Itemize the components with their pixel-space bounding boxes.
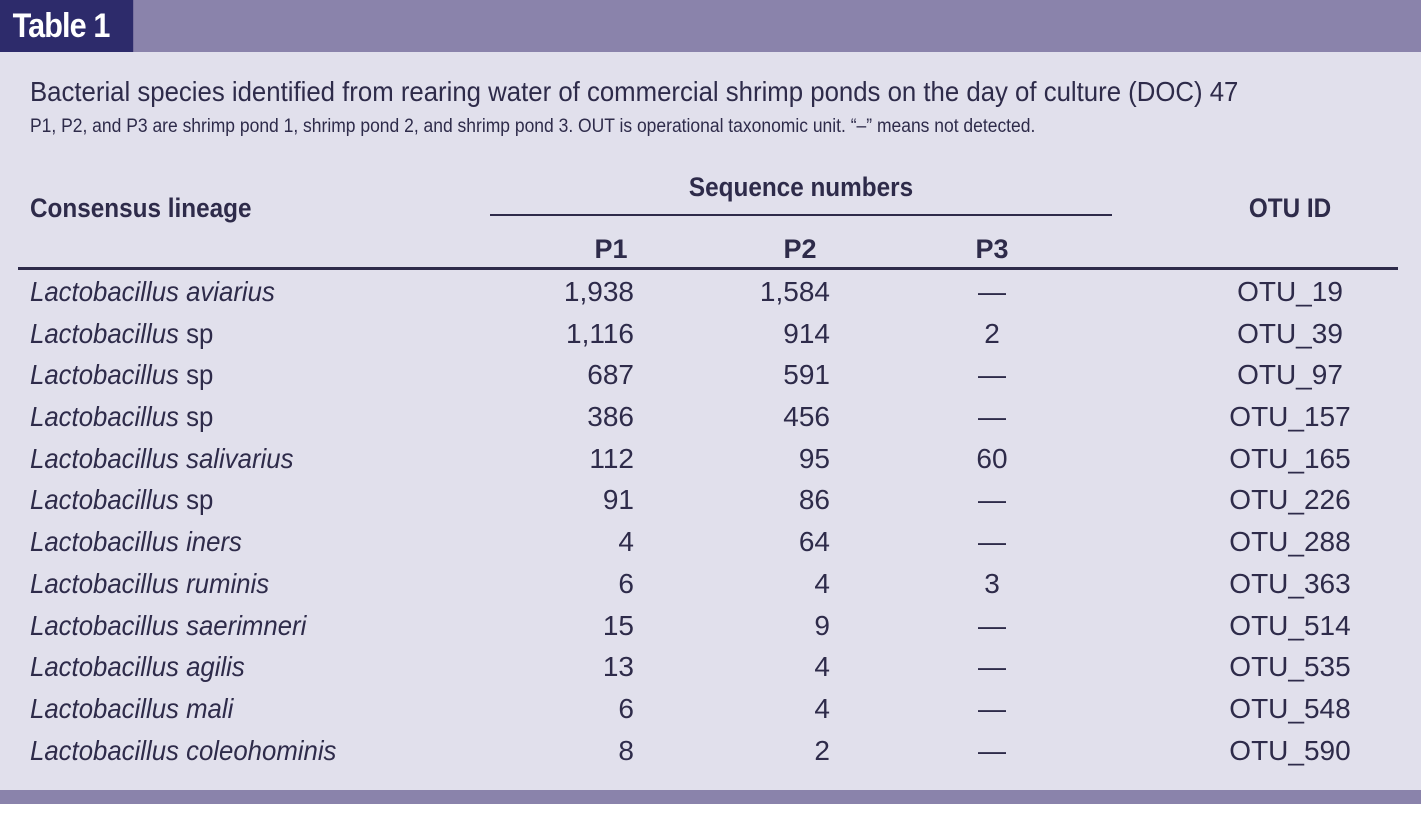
p3-value: —: [978, 359, 1006, 391]
lineage-cell: [30, 735, 336, 767]
table-row: [0, 731, 1421, 773]
otu-id: OTU_288: [1229, 526, 1351, 558]
column-header-otu-id: OTU ID: [1248, 193, 1332, 223]
genus-name: Lactobacillus: [30, 609, 179, 641]
species-name: mali: [186, 692, 234, 724]
p3-value: 3: [984, 567, 1000, 599]
lineage-cell: [30, 693, 233, 725]
lineage-cell: [30, 276, 275, 308]
species-name: sp: [186, 359, 214, 391]
p2-value: 456: [783, 401, 830, 433]
species-name: aviarius: [186, 276, 275, 307]
species-name: salivarius: [186, 442, 294, 474]
otu-id: OTU_363: [1229, 567, 1351, 599]
lineage-cell: [30, 443, 293, 475]
p1-value: 112: [589, 442, 634, 474]
column-header-sequence-numbers: Sequence numbers: [688, 172, 914, 202]
p3-value: 2: [984, 317, 1000, 349]
lineage-cell: [30, 318, 213, 350]
table-row: [0, 355, 1421, 397]
table-row: [0, 606, 1421, 648]
column-header-lineage: Consensus lineage: [30, 193, 252, 223]
otu-id: OTU_165: [1229, 442, 1351, 474]
p3-value: —: [978, 401, 1006, 433]
otu-id: OTU_535: [1229, 651, 1351, 683]
p2-value: 9: [814, 609, 830, 641]
p1-value: 6: [618, 567, 634, 599]
table-row: [0, 314, 1421, 356]
p2-value: 914: [783, 317, 830, 349]
species-name: sp: [186, 484, 214, 516]
p2-value: 591: [783, 359, 830, 391]
column-header-p3: P3: [975, 234, 1009, 264]
p1-value: 1,116: [566, 317, 634, 349]
p3-value: —: [978, 734, 1006, 766]
lineage-cell: [30, 651, 245, 683]
p2-value: 2: [814, 734, 830, 766]
p2-value: 1,584: [759, 276, 830, 307]
p2-value: 95: [798, 442, 830, 474]
p3-value: —: [978, 692, 1006, 724]
otu-id: OTU_97: [1237, 359, 1343, 391]
p1-value: 4: [618, 526, 634, 558]
lineage-cell: [30, 359, 213, 391]
p3-value: —: [978, 526, 1006, 558]
otu-id: OTU_226: [1229, 484, 1351, 516]
genus-name: Lactobacillus: [30, 734, 179, 766]
p2-value: 4: [814, 651, 830, 683]
table-row: [0, 480, 1421, 522]
p3-value: 60: [976, 442, 1008, 474]
lineage-cell: [30, 526, 242, 558]
otu-id: OTU_514: [1229, 609, 1351, 641]
p1-value: 15: [602, 609, 634, 641]
species-name: coleohominis: [186, 734, 337, 766]
header-bar: [0, 0, 1421, 52]
genus-name: Lactobacillus: [30, 276, 179, 307]
lineage-cell: [30, 401, 213, 433]
lineage-cell: [30, 610, 306, 642]
p3-value: —: [978, 276, 1006, 307]
table-row: [0, 397, 1421, 439]
p2-value: 86: [798, 484, 830, 516]
p2-value: 4: [814, 567, 830, 599]
table-row: [0, 689, 1421, 731]
genus-name: Lactobacillus: [30, 692, 179, 724]
p3-value: —: [978, 484, 1006, 516]
genus-name: Lactobacillus: [30, 442, 179, 474]
lineage-cell: [30, 568, 269, 600]
genus-name: Lactobacillus: [30, 359, 179, 391]
table-label: Table 1: [0, 0, 133, 52]
otu-id: OTU_19: [1237, 276, 1343, 307]
p3-value: —: [978, 651, 1006, 683]
genus-name: Lactobacillus: [30, 317, 179, 349]
species-name: ruminis: [186, 567, 270, 599]
species-name: sp: [186, 317, 214, 349]
genus-name: Lactobacillus: [30, 526, 179, 558]
species-name: agilis: [186, 651, 245, 683]
p1-value: 91: [602, 484, 634, 516]
species-name: sp: [186, 401, 214, 433]
p1-value: 1,938: [563, 276, 634, 307]
p1-value: 6: [618, 692, 634, 724]
p1-value: 13: [602, 651, 634, 683]
genus-name: Lactobacillus: [30, 401, 179, 433]
species-name: iners: [186, 526, 242, 558]
p1-value: 687: [587, 359, 634, 391]
genus-name: Lactobacillus: [30, 567, 179, 599]
header-rule: [18, 267, 1398, 270]
otu-id: OTU_157: [1229, 401, 1351, 433]
genus-name: Lactobacillus: [30, 651, 179, 683]
table-row: [0, 522, 1421, 564]
genus-name: Lactobacillus: [30, 484, 179, 516]
p2-value: 4: [814, 692, 830, 724]
table-row: [0, 439, 1421, 481]
sequence-numbers-rule: [490, 214, 1112, 216]
bottom-bar: [0, 790, 1421, 804]
table-row: [0, 272, 1421, 314]
p3-value: —: [978, 609, 1006, 641]
otu-id: OTU_548: [1229, 692, 1351, 724]
table-row: [0, 647, 1421, 689]
species-name: saerimneri: [186, 609, 307, 641]
table-subcaption: P1, P2, and P3 are shrimp pond 1, shrimp pond 2, and shrimp pond 3. OUT is operational taxonomic unit. “–” means not detected.: [30, 116, 1036, 137]
otu-id: OTU_39: [1237, 317, 1343, 349]
table-caption: Bacterial species identified from rearing water of commercial shrimp ponds on the day of culture (DOC) 47: [30, 76, 1239, 107]
p1-value: 386: [587, 401, 634, 433]
table-body: [0, 272, 1421, 772]
table-row: [0, 564, 1421, 606]
lineage-cell: [30, 484, 213, 516]
p2-value: 64: [798, 526, 830, 558]
p1-value: 8: [618, 734, 634, 766]
column-header-p2: P2: [783, 234, 817, 264]
otu-id: OTU_590: [1229, 734, 1351, 766]
column-header-p1: P1: [594, 234, 628, 264]
